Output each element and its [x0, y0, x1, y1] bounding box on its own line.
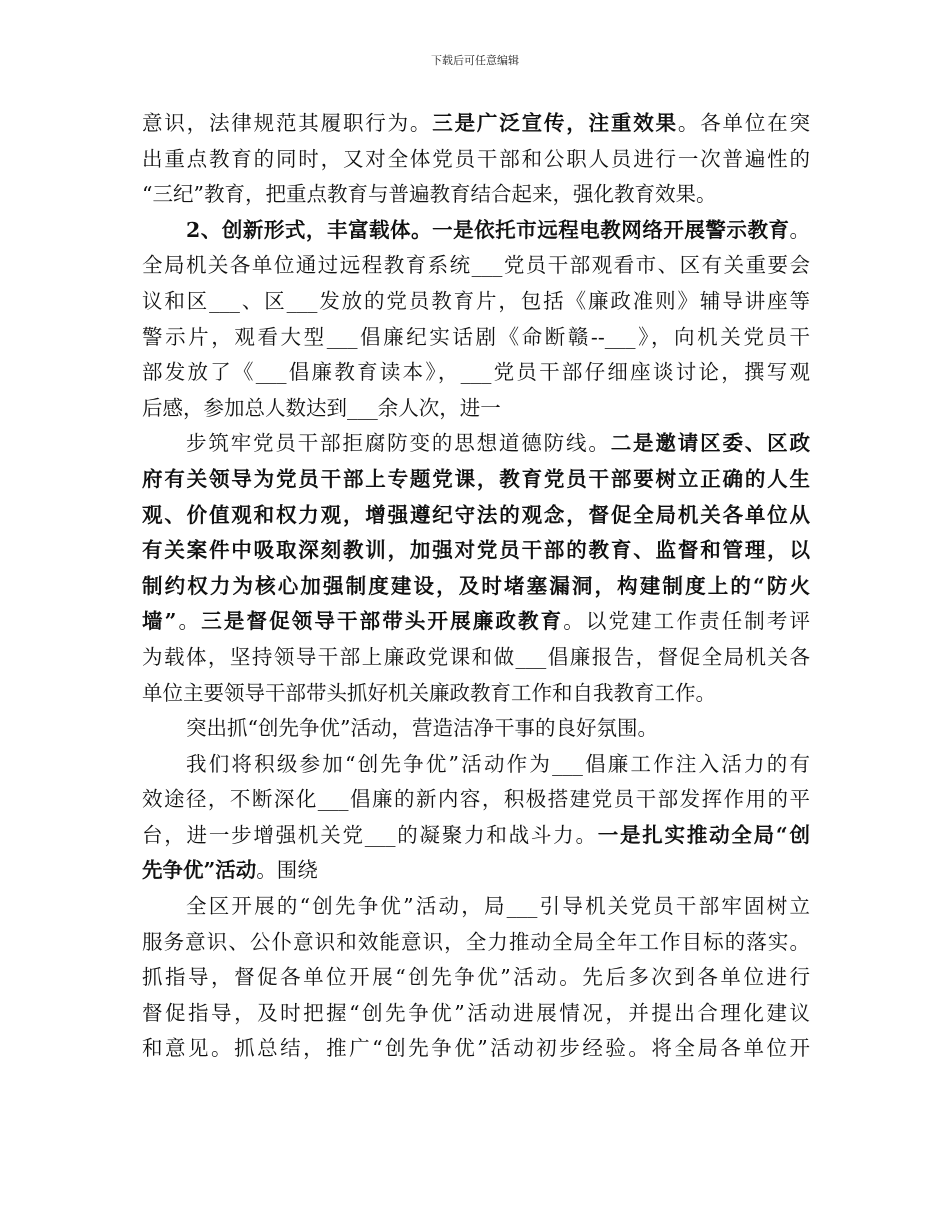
text-segment: 。: [176, 609, 202, 634]
text-line: [142, 142, 810, 178]
text-line: [142, 604, 810, 640]
text-line: [142, 284, 810, 320]
text-line: [142, 213, 810, 249]
text-segment: 步筑牢党员干部拒腐防变的思想道德防线。: [186, 431, 611, 456]
page-header: 下载后可任意编辑: [431, 54, 519, 67]
text-segment: “三纪”教育，把重点教育与普遍教育结合起来，强化教育效果。: [142, 182, 717, 207]
bold-text-segment: 二是邀请区委、区政: [610, 431, 811, 456]
text-segment: 抓指导，督促各单位开展“创先争优”活动。先后多次到各单位进行: [142, 965, 810, 990]
text-line: [142, 320, 810, 356]
text-line: [142, 569, 810, 605]
text-line: [142, 355, 810, 391]
text-line: [142, 711, 810, 747]
bold-text-segment: 府有关领导为党员干部上专题党课，教育党员干部要树立正确的人生: [142, 466, 810, 491]
bold-text-segment: 观、价值观和权力观，增强遵纪守法的观念，督促全局机关各单位从: [142, 502, 810, 527]
text-segment: 和意见。抓总结，推广“创先争优”活动初步经验。将全局各单位开: [142, 1036, 810, 1061]
text-segment: 。各单位在突: [677, 111, 811, 135]
text-segment: 突出抓“创先争优”活动，营造洁净干事的良好氛围。: [186, 716, 658, 741]
bold-text-segment: 先争优”活动: [142, 858, 257, 883]
text-segment: 后感，参加总人数达到___余人次，进一: [142, 395, 501, 420]
text-line: [142, 676, 810, 712]
text-line: [142, 462, 810, 498]
text-line: [142, 853, 810, 889]
text-line: [142, 925, 810, 961]
text-segment: 全区开展的“创先争优”活动，局___引导机关党员干部牢固树立: [186, 894, 810, 919]
text-line: [142, 177, 810, 213]
text-segment: 。: [789, 217, 810, 242]
text-segment: 为载体，坚持领导干部上廉政党课和做___倡廉报告，督促全局机关各: [142, 644, 810, 669]
document-body: [142, 106, 810, 1067]
text-segment: 议和区___、区___发放的党员教育片，包括《廉政准则》辅导讲座等: [142, 288, 810, 313]
text-line: [142, 391, 810, 427]
text-segment: 出重点教育的同时，又对全体党员干部和公职人员进行一次普遍性的: [142, 146, 810, 171]
text-segment: 效途径，不断深化___倡廉的新内容，积极搭建党员干部发挥作用的平: [142, 787, 810, 812]
bold-text-segment: 制约权力为核心加强制度建设，及时堵塞漏洞，构建制度上的“防火: [142, 573, 810, 598]
text-segment: 。围绕: [256, 858, 318, 883]
text-segment: 单位主要领导干部带头抓好机关廉政教育工作和自我教育工作。: [142, 680, 716, 705]
text-segment: 服务意识、公仆意识和效能意识，全力推动全局全年工作目标的落实。: [142, 929, 810, 954]
text-line: [142, 426, 810, 462]
text-line: [142, 782, 810, 818]
text-line: [142, 498, 810, 534]
bold-text-segment: 三是督促领导干部带头开展廉政教育: [201, 609, 564, 634]
bold-text-segment: 一是扎实推动全局“创: [597, 822, 810, 847]
text-segment: 我们将积级参加“创先争优”活动作为___倡廉工作注入活力的有: [186, 751, 810, 776]
text-segment: 全局机关各单位通过远程教育系统___党员干部观看市、区有关重要会: [142, 253, 810, 278]
text-segment: 意识，法律规范其履职行为。: [142, 111, 433, 135]
text-line: [142, 1031, 810, 1067]
text-line: [142, 106, 810, 142]
text-line: [142, 747, 810, 783]
bold-text-segment: 有关案件中吸取深刻教训，加强对党员干部的教育、监督和管理，以: [142, 538, 810, 563]
text-segment: 督促指导，及时把握“创先争优”活动进展情况，并提出合理化建议: [142, 1000, 810, 1025]
text-line: [142, 889, 810, 925]
bold-text-segment: 三是广泛宣传，注重效果: [432, 111, 678, 135]
text-line: [142, 248, 810, 284]
text-segment: 台，进一步增强机关党___的凝聚力和战斗力。: [142, 822, 598, 847]
text-line: [142, 818, 810, 854]
text-line: [142, 533, 810, 569]
text-segment: 。以党建工作责任制考评: [563, 609, 811, 634]
text-segment: 部发放了《___倡廉教育读本》，___党员干部仔细座谈讨论，撰写观: [142, 360, 810, 385]
text-line: [142, 640, 810, 676]
bold-text-segment: 2、创新形式，丰富载体。一是依托市远程电教网络开展警示教育: [186, 217, 790, 242]
text-segment: 警示片，观看大型___倡廉纪实话剧《命断赣--___》，向机关党员干: [142, 324, 810, 349]
bold-text-segment: 墙”: [142, 609, 177, 634]
text-line: [142, 996, 810, 1032]
text-line: [142, 960, 810, 996]
